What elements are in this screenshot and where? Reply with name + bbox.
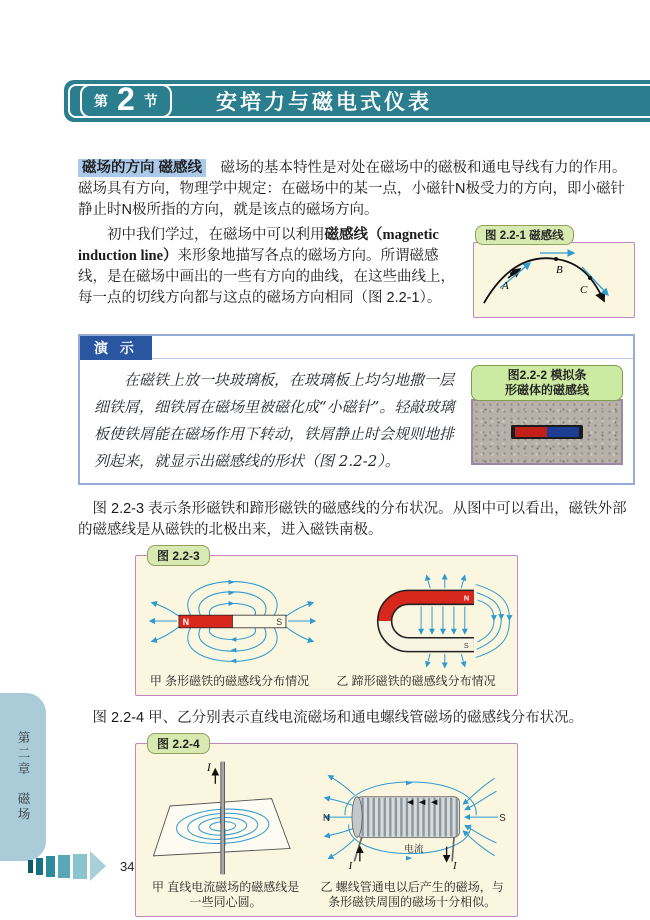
figure-2-2-4-diagrams xyxy=(140,758,513,878)
paragraph-intro xyxy=(78,158,635,221)
bar-magnet-photo xyxy=(511,425,583,439)
solenoid-pole-s: S xyxy=(498,812,506,824)
page-footer xyxy=(28,851,134,881)
point-b-label: B xyxy=(556,264,563,276)
demo-body xyxy=(80,359,633,483)
demonstration-box xyxy=(78,334,635,485)
horseshoe-magnet-field-diagram xyxy=(321,570,513,672)
figure-2-2-1 xyxy=(473,225,635,318)
figure-2-2-3-diagrams xyxy=(140,570,513,672)
paragraph2-block xyxy=(78,225,635,322)
p2-pre: 初中我们学过，在磁场中可以利用 xyxy=(107,227,325,243)
demo-header xyxy=(80,336,633,359)
figure-2-2-4-box xyxy=(135,743,518,917)
wire-current-symbol: I xyxy=(207,761,211,774)
caption-straight-wire: 甲 直线电流磁场的磁感线是一些同心圆。 xyxy=(151,880,300,909)
figure-2-2-1-box xyxy=(473,242,635,318)
bar-magnet-field-diagram xyxy=(140,570,320,672)
paragraph-intro-text: 磁场的基本特性是对处在磁场中的磁极和通电导线有力的作用。磁场具有方向，物理学中规定：在磁场中的某一点，小磁针N极受力的方向，即小磁针静止时N极所指的方向，就是该点的磁场方向。 xyxy=(78,160,627,218)
chapter-sidebar-text xyxy=(14,731,32,823)
figure-2-2-4-captions xyxy=(140,880,513,910)
paragraph-fig224: 图 2.2-4 甲、乙分别表示直线电流磁场和通电螺线管磁场的磁感线分布状况。 xyxy=(92,710,584,726)
page-number: 34 xyxy=(120,858,135,874)
figure-2-2-2 xyxy=(471,365,623,475)
chapter-sidebar xyxy=(0,693,46,861)
figure-2-2-4-label: 图 2.2-4 xyxy=(147,733,210,754)
caption-bar-magnet: 甲 条形磁铁的磁感线分布情况 xyxy=(149,674,310,688)
keyword-highlight: 磁场的方向 磁感线 xyxy=(78,159,206,177)
current-label: 电流 xyxy=(403,844,424,856)
figure-2-2-3-box xyxy=(135,555,518,696)
bar-pole-s: S xyxy=(276,616,283,627)
page-content xyxy=(78,122,635,917)
magnet-red-half xyxy=(515,427,547,437)
section-number: 2 xyxy=(117,81,135,117)
figure-2-2-3 xyxy=(135,549,518,696)
solenoid-current-left: I xyxy=(348,860,352,872)
figure-2-2-2-label-line1: 图2.2-2 模拟条 xyxy=(507,368,587,382)
point-c-label: C xyxy=(580,284,588,296)
point-a-label: A xyxy=(502,280,509,292)
section-prefix: 第 xyxy=(94,93,108,109)
figure-2-2-1-label: 图 2.2-1 磁感线 xyxy=(475,225,574,245)
demo-text: 在磁铁上放一块玻璃板，在玻璃板上均匀地撒一层细铁屑，细铁屑在磁场里被磁化成“小磁针”。轻敲玻璃板使铁屑能在磁场作用下转动，铁屑静止时会规则地排列起来，就显示出磁感线的形状（图 2.2-2）。 xyxy=(94,371,455,470)
solenoid-current-right: I xyxy=(452,860,457,872)
magnet-blue-half xyxy=(547,427,579,437)
paragraph-fig223: 图 2.2-3 表示条形磁铁和蹄形磁铁的磁感线的分布状况。从图中可以看出，磁铁外部的磁感线是从磁铁的北极出来，进入磁铁南极。 xyxy=(78,501,627,538)
horseshoe-pole-s: S xyxy=(463,640,469,650)
figure-2-2-3-captions xyxy=(140,674,513,689)
solenoid-field-diagram xyxy=(314,758,510,878)
solenoid-pole-n: N xyxy=(322,812,330,824)
field-line-curve-diagram xyxy=(476,245,632,311)
bar-pole-n: N xyxy=(183,616,190,627)
caption-solenoid: 乙 螺线管通电以后产生的磁场，与条形磁铁周围的磁场十分相似。 xyxy=(320,880,504,909)
caption-horseshoe-magnet: 乙 蹄形磁铁的磁感线分布情况 xyxy=(336,674,496,688)
chapter-subject: 磁场 xyxy=(16,791,30,823)
section-suffix: 节 xyxy=(143,93,158,109)
page-title: 安培力与磁电式仪表 xyxy=(216,91,432,114)
figure-2-2-2-label-line2: 形磁体的磁感线 xyxy=(504,383,589,397)
figure-2-2-4 xyxy=(135,737,518,917)
p2-english-term: （magnetic induction line） xyxy=(78,227,439,264)
chapter-number: 第二章 xyxy=(16,731,30,778)
section-header-band xyxy=(64,80,650,122)
iron-filings-photo xyxy=(471,399,623,465)
forward-arrow-icon xyxy=(28,851,106,881)
horseshoe-pole-n: N xyxy=(463,593,469,603)
p2-bold-term: 磁感线 xyxy=(324,227,368,243)
demo-tab-label: 演 示 xyxy=(80,336,152,360)
figure-2-2-2-label xyxy=(471,365,623,401)
section-number-capsule xyxy=(80,81,172,118)
straight-wire-field-diagram xyxy=(143,758,307,878)
figure-2-2-3-label: 图 2.2-3 xyxy=(147,545,210,566)
p2-post: 来形象地描写各点的磁场方向。所谓磁感线，是在磁场中画出的一些有方向的曲线，在这些曲线上，每一点的切线方向都与这点的磁场方向相同（图 2.2-1）。 xyxy=(78,248,455,306)
